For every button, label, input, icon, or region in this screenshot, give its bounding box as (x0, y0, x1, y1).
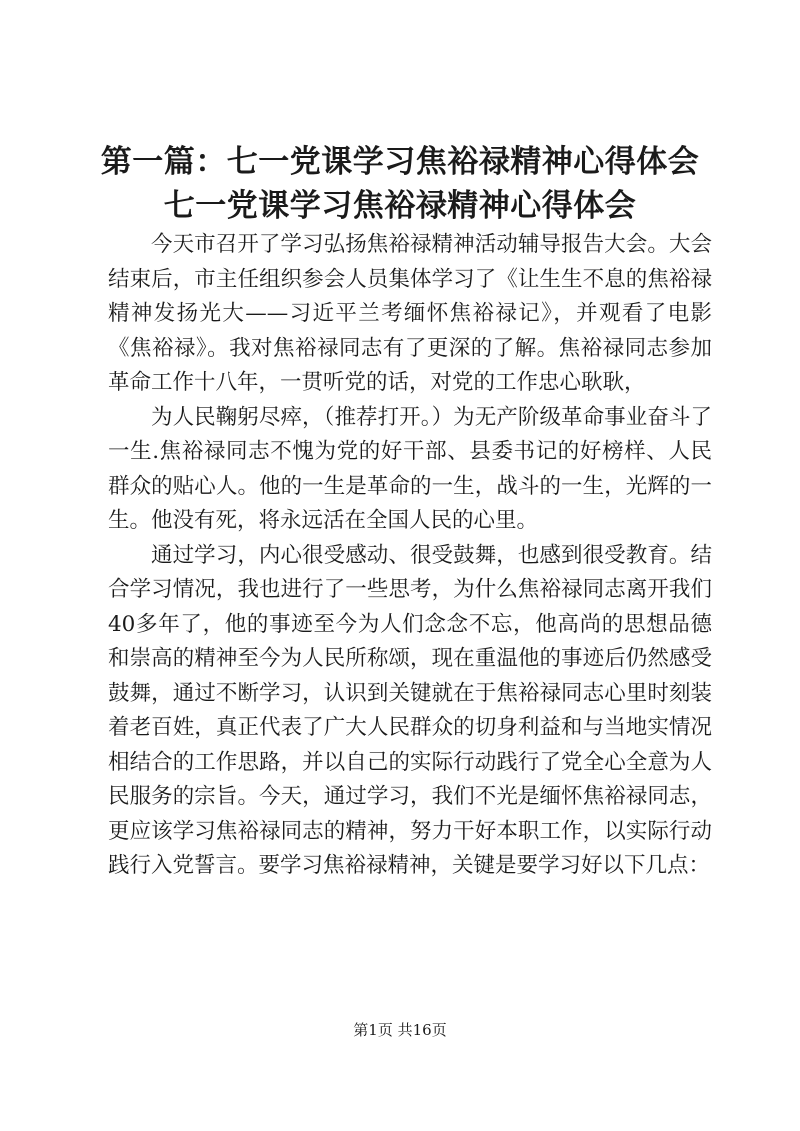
document-title: 第一篇：七一党课学习焦裕禄精神心得体会七一党课学习焦裕禄精神心得体会 (100, 144, 700, 224)
document-body (108, 228, 712, 884)
page-footer: 第1页 共16页 (353, 1021, 447, 1039)
paragraph-2: 为人民鞠躬尽瘁，（推荐打开。）为无产阶级革命事业奋斗了一生.焦裕禄同志不愧为党的好干部、县委书记的好榜样、人民群众的贴心人。他的一生是革命的一生，战斗的一生，光辉的一生。他没有死，将永远活在全国人民的心里。 (108, 404, 712, 533)
paragraph-3: 通过学习，内心很受感动、很受鼓舞，也感到很受教育。结合学习情况，我也进行了一些思考，为什么焦裕禄同志离开我们40多年了，他的事迹至今为人们念念不忘，他高尚的思想品德和崇高的精神至今为人民所称颂，现在重温他的事迹后仍然感受鼓舞，通过不断学习，认识到关键就在于焦裕禄同志心里时刻装着老百姓，真正代表了广大人民群众的切身利益和与当地实情况相结合的工作思路，并以自己的实际行动践行了党全心全意为人民服务的宗旨。今天，通过学习，我们不光是缅怀焦裕禄同志，更应该学习焦裕禄同志的精神，努力干好本职工作，以实际行动践行入党誓言。要学习焦裕禄精神，关键是要学习好以下几点： (108, 542, 712, 878)
paragraph-1: 今天市召开了学习弘扬焦裕禄精神活动辅导报告大会。大会结束后，市主任组织参会人员集体学习了《让生生不息的焦裕禄精神发扬光大——习近平兰考缅怀焦裕禄记》，并观看了电影《焦裕禄》。我对焦裕禄同志有了更深的了解。焦裕禄同志参加革命工作十八年，一贯听党的话，对党的工作忠心耿耿， (108, 232, 712, 395)
